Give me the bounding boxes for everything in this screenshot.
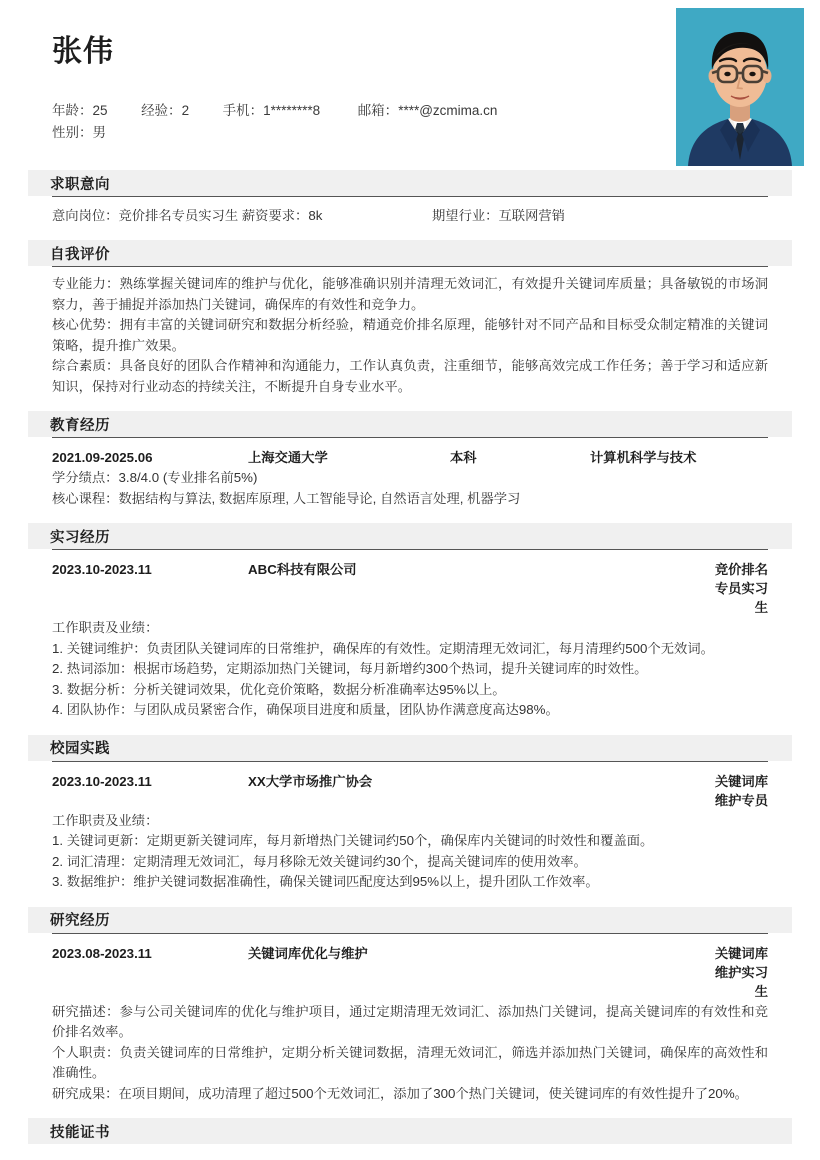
education-major: 计算机科学与技术 — [590, 450, 697, 465]
intent-industry-value: 互联网营销 — [498, 208, 565, 223]
section-research — [52, 907, 768, 1105]
research-date: 2023.08-2023.11 — [52, 945, 152, 961]
research-role: 关键词库维护实习生 — [714, 945, 768, 999]
email-label: 邮箱： — [357, 103, 399, 118]
self-eval-paragraph: 专业能力：熟练掌握关键词库的维护与优化，能够准确识别并清理无效词汇，有效提升关键词库质量；具备敏锐的市场洞察力，善于捕捉并添加热门关键词，确保库的有效性和竞争力。 — [52, 276, 768, 312]
intent-industry-group — [432, 206, 768, 226]
research-entry-row — [52, 934, 768, 1002]
section-title: 校园实践 — [50, 741, 110, 757]
field-experience — [141, 100, 189, 122]
section-title: 教育经历 — [50, 417, 110, 434]
campus-entry-row — [52, 762, 768, 811]
field-gender — [52, 122, 106, 144]
research-paragraph: 研究描述：参与公司关键词库的优化与维护项目，通过定期清理无效词汇、添加热门关键词，提高关键词库的有效性和竞价排名效率。 — [52, 1003, 768, 1039]
internship-company: ABC科技有限公司 — [248, 562, 357, 577]
age-value: 25 — [92, 103, 108, 118]
list-item: 1. 关键词更新：定期更新关键词库，每月新增热门关键词约50个，确保库内关键词的时效性和覆盖面。 — [52, 833, 654, 848]
internship-date: 2023.10-2023.11 — [52, 562, 152, 577]
education-school: 上海交通大学 — [248, 450, 328, 465]
section-header-band — [28, 735, 792, 761]
list-item: 2. 热词添加：根据市场趋势，定期添加热门关键词，每月新增约300个热词，提升关键词库的时效性。 — [52, 661, 648, 676]
intent-salary-label: 薪资要求： — [241, 208, 309, 223]
job-intent-row — [52, 197, 768, 226]
section-internship — [52, 523, 768, 721]
campus-organization: XX大学市场推广协会 — [248, 773, 373, 789]
field-age — [52, 100, 108, 122]
internship-entry-row — [52, 550, 768, 618]
list-item: 4. 团队协作：与团队成员紧密合作，确保项目进度和质量，团队协作满意度高达98%。 — [52, 702, 559, 717]
research-paragraph: 个人职责：负责关键词库的日常维护，定期分析关键词数据，清理无效词汇，筛选并添加热门关键词，确保库的高效性和准确性。 — [52, 1044, 768, 1080]
self-eval-paragraph: 核心优势：拥有丰富的关键词研究和数据分析经验，精通竞价排名原理，能够针对不同产品和目标受众制定精准的关键词策略，提升推广效果。 — [52, 317, 768, 353]
education-date: 2021.09-2025.06 — [52, 450, 153, 465]
contact-line-1 — [52, 100, 768, 122]
campus-bullets — [52, 831, 768, 893]
section-education — [52, 411, 768, 509]
research-project: 关键词库优化与维护 — [248, 945, 368, 961]
list-item: 3. 数据分析：分析关键词效果，优化竞价策略，数据分析准确率达95%以上。 — [52, 681, 506, 697]
phone-value: 1********8 — [263, 103, 321, 118]
intent-position-group — [52, 206, 432, 226]
phone-label: 手机： — [222, 103, 264, 118]
education-gpa: 学分绩点：3.8/4.0 (专业排名前5%) — [52, 470, 258, 485]
experience-value: 2 — [181, 103, 190, 118]
campus-role: 关键词库维护专员 — [714, 773, 768, 808]
section-header-band — [28, 240, 792, 266]
list-item: 3. 数据维护：维护关键词数据准确性，确保关键词匹配度达到95%以上，提升团队工作效率。 — [52, 874, 599, 889]
education-degree: 本科 — [450, 450, 477, 465]
intent-industry-label: 期望行业： — [432, 208, 499, 223]
self-evaluation-body — [52, 267, 768, 397]
intent-position-value: 竞价排名专员实习生 — [118, 208, 239, 223]
section-campus-practice — [52, 735, 768, 893]
list-item: 2. 词汇清理：定期清理无效词汇，每月移除无效关键词约30个，提高关键词库的使用效率。 — [52, 853, 587, 869]
internship-bullets — [52, 639, 768, 721]
campus-date: 2023.10-2023.11 — [52, 773, 152, 789]
self-eval-paragraph: 综合素质：具备良好的团队合作精神和沟通能力，工作认真负责，注重细节，能够高效完成工作任务；善于学习和适应新知识，保持对行业动态的持续关注，不断提升自身专业水平。 — [52, 358, 768, 394]
education-courses: 核心课程：数据结构与算法, 数据库原理, 人工智能导论, 自然语言处理, 机器学习 — [52, 490, 521, 506]
section-title: 求职意向 — [50, 176, 110, 193]
section-skills-certificates — [52, 1118, 768, 1144]
research-paragraph: 研究成果：在项目期间，成功清理了超过500个无效词汇，添加了300个热门关键词，使关键词库的有效性提升了20%。 — [52, 1085, 748, 1101]
experience-label: 经验： — [141, 103, 182, 118]
section-title: 研究经历 — [50, 913, 110, 929]
field-email — [358, 100, 498, 122]
gender-label: 性别： — [52, 125, 93, 140]
portrait-photo — [676, 8, 804, 166]
section-job-intent — [52, 170, 768, 226]
section-title: 自我评价 — [50, 246, 110, 263]
field-phone — [223, 100, 321, 122]
section-header-band — [28, 1118, 792, 1144]
internship-duty-label: 工作职责及业绩： — [52, 620, 159, 635]
section-self-evaluation — [52, 240, 768, 397]
campus-duty-label: 工作职责及业绩： — [52, 812, 159, 828]
section-header-band — [28, 170, 792, 196]
section-header-band — [28, 411, 792, 437]
candidate-name: 张伟 — [52, 35, 114, 68]
list-item: 1. 关键词维护：负责团队关键词库的日常维护，确保库的有效性。定期清理无效词汇，每月清理约500个无效词。 — [52, 640, 714, 656]
intent-position-label: 意向岗位： — [52, 208, 119, 223]
email-value: ****@zcmima.cn — [398, 103, 498, 118]
section-header-band — [28, 523, 792, 549]
intent-salary-value: 8k — [308, 208, 323, 223]
section-title: 技能证书 — [50, 1124, 110, 1141]
portrait-illustration — [676, 8, 804, 166]
gender-value: 男 — [92, 125, 106, 140]
section-header-band — [28, 907, 792, 933]
age-label: 年龄： — [52, 103, 93, 118]
resume-header — [52, 0, 768, 156]
internship-role: 竞价排名专员实习生 — [714, 562, 768, 615]
education-entry-row — [52, 438, 768, 468]
contact-line-2 — [52, 122, 768, 144]
section-title: 实习经历 — [50, 529, 110, 546]
